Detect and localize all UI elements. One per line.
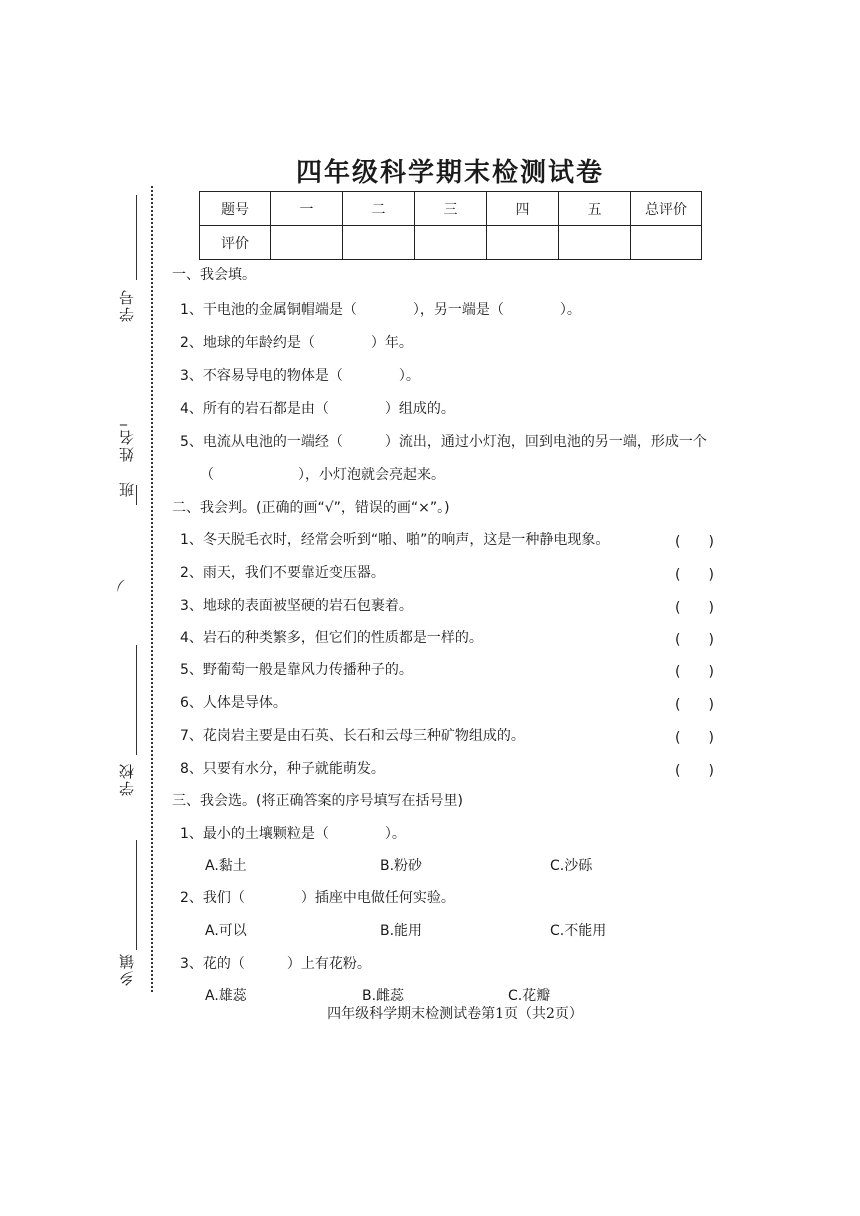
score-table-score-row [200,226,702,260]
class-label: 班 [118,480,136,497]
answer-parentheses[interactable]: ( ) [675,730,714,746]
town-label: 乡镇 [118,952,136,986]
choice-question: 1、最小的土壤颗粒是（ ）。 [180,826,406,842]
fill-question-continuation: （ ），小灯泡就会亮起来。 [200,467,445,483]
section-heading: 三、我会选。(将正确答案的序号填写在括号里) [172,793,463,809]
choice-option: B.能用 [380,923,423,939]
score-cell[interactable] [559,226,631,260]
table-cell: 评价 [200,226,271,260]
margin-mark: _ [120,410,127,426]
choice-option: B.雌蕊 [362,988,405,1004]
score-cell[interactable] [487,226,559,260]
table-cell: 四 [487,192,559,226]
margin-mark: ⌒ [115,578,137,599]
judge-question: 6、人体是导体。 [180,695,287,711]
score-cell[interactable] [631,226,702,260]
table-cell: 三 [415,192,487,226]
judge-question: 3、地球的表面被坚硬的岩石包裹着。 [180,598,413,614]
table-cell: 一 [271,192,343,226]
table-cell: 总评价 [631,192,702,226]
judge-question: 4、岩石的种类繁多，但它们的性质都是一样的。 [180,630,483,646]
score-cell[interactable] [271,226,343,260]
school-blank [136,645,137,755]
fill-question: 1、干电池的金属铜帽端是（ ），另一端是（ ）。 [180,302,581,318]
judge-question: 2、雨天，我们不要靠近变压器。 [180,565,385,581]
choice-option: C.花瓣 [508,988,551,1004]
choice-option: A.黏土 [205,858,247,874]
answer-parentheses[interactable]: ( ) [675,600,714,616]
score-cell[interactable] [415,226,487,260]
choice-option: C.不能用 [550,923,607,939]
table-cell: 五 [559,192,631,226]
judge-question: 5、野葡萄一般是靠风力传播种子的。 [180,662,413,678]
score-table [199,191,702,260]
answer-parentheses[interactable]: ( ) [675,664,714,680]
binding-dotted-line [151,186,153,992]
answer-parentheses[interactable]: ( ) [675,632,714,648]
choice-question: 3、花的（ ）上有花粉。 [180,956,371,972]
page-title: 四年级科学期末检测试卷 [295,158,604,188]
score-cell[interactable] [343,226,415,260]
answer-parentheses[interactable]: ( ) [675,697,714,713]
judge-question: 1、冬天脱毛衣时，经常会听到“啪、啪”的响声，这是一种静电现象。 [180,532,610,548]
table-cell: 二 [343,192,415,226]
fill-question: 3、不容易导电的物体是（ ）。 [180,368,420,384]
table-cell: 题号 [200,192,271,226]
choice-option: A.可以 [205,923,247,939]
name-label: 姓名 [118,428,136,462]
town-blank [136,840,137,950]
section-heading: 二、我会判。(正确的画“√”，错误的画“×”。) [172,500,450,516]
choice-option: B.粉砂 [380,858,423,874]
section-heading: 一、我会填。 [172,267,256,283]
choice-question: 2、我们（ ）插座中电做任何实验。 [180,890,455,906]
school-label: 学校 [118,762,136,796]
judge-question: 7、花岗岩主要是由石英、长石和云母三种矿物组成的。 [180,728,525,744]
answer-parentheses[interactable]: ( ) [675,567,714,583]
student-id-blank [136,195,137,280]
fill-question: 5、电流从电池的一端经（ ）流出，通过小灯泡，回到电池的另一端，形成一个 [180,434,707,450]
score-table-header-row [200,192,702,226]
choice-option: C.沙砾 [550,858,593,874]
choice-option: A.雄蕊 [205,988,247,1004]
judge-question: 8、只要有水分，种子就能萌发。 [180,761,385,777]
answer-parentheses[interactable]: ( ) [675,763,714,779]
student-id-label: 学号 [118,288,136,322]
page-footer: 四年级科学期末检测试卷第1页（共2页） [327,1006,583,1022]
fill-question: 4、所有的岩石都是由（ ）组成的。 [180,401,455,417]
answer-parentheses[interactable]: ( ) [675,534,714,550]
fill-question: 2、地球的年龄约是（ ）年。 [180,335,413,351]
